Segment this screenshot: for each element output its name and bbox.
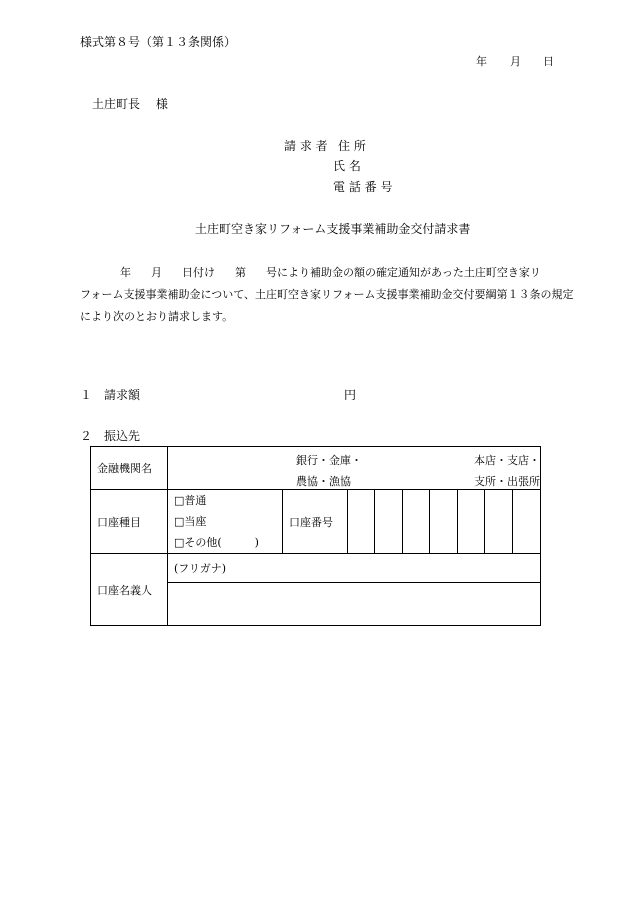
institution-field[interactable]: [168, 447, 541, 490]
body-dated: 日付け: [182, 266, 215, 279]
checkbox-other[interactable]: □その他( ): [174, 536, 259, 549]
account-type-label: 口座種目: [91, 490, 168, 554]
document-title: 土庄町空き家リフォーム支援事業補助金交付請求書: [195, 222, 471, 236]
date-day: 日: [543, 55, 554, 68]
body-line-1: [80, 262, 550, 284]
body-dai: 第: [235, 266, 246, 279]
claimant-phone-label: 電 話 番 号: [333, 180, 393, 194]
account-digit-4[interactable]: [430, 490, 458, 554]
body-line-3: により次のとおり請求します。: [80, 310, 234, 323]
body-month: 月: [151, 266, 162, 279]
account-holder-name-field[interactable]: [168, 583, 541, 626]
account-digit-5[interactable]: [458, 490, 485, 554]
bank-account-table: [90, 446, 541, 626]
claimant-name-label: 氏 名: [333, 159, 361, 173]
addressee: 土庄町長 様: [92, 97, 168, 111]
account-digit-7[interactable]: [513, 490, 541, 554]
branch-types-1: 本店・支店・: [474, 454, 540, 467]
claimant-address-label: 住 所: [338, 139, 366, 153]
account-holder-label: 口座名義人: [91, 554, 168, 626]
section-amount-label: １ 請求額: [80, 388, 141, 402]
claimant-label: 請 求 者: [284, 139, 328, 153]
form-number: 様式第８号（第１３条関係）: [80, 35, 237, 49]
bank-types-1: 銀行・金庫・: [296, 454, 362, 467]
body-paragraph: [80, 262, 574, 328]
furigana-field[interactable]: (フリガナ): [168, 554, 541, 583]
amount-unit: 円: [344, 388, 357, 402]
institution-row: [91, 447, 541, 490]
body-line-2: フォーム支援事業補助金について、土庄町空き家リフォーム支援事業補助金交付要綱第１３条の規定: [80, 288, 574, 301]
account-digit-2[interactable]: [375, 490, 403, 554]
date-month: 月: [510, 55, 521, 68]
account-digit-6[interactable]: [485, 490, 513, 554]
account-row: [91, 490, 541, 554]
institution-label: 金融機関名: [91, 447, 168, 490]
checkbox-current[interactable]: □当座: [174, 515, 207, 528]
date-year: 年: [476, 55, 487, 68]
body-year: 年: [120, 266, 131, 279]
bank-types-2: 農協・漁協: [296, 475, 351, 488]
body-line1-rest: 号により補助金の額の確定通知があった土庄町空き家リ: [266, 266, 541, 279]
account-digit-3[interactable]: [403, 490, 430, 554]
section-transfer-label: ２ 振込先: [80, 429, 141, 443]
checkbox-ordinary[interactable]: □普通: [174, 494, 207, 507]
branch-types-2: 支所・出張所: [474, 475, 540, 488]
holder-row-furigana: [91, 554, 541, 583]
account-number-label: 口座番号: [283, 490, 348, 554]
account-type-options: [168, 490, 283, 554]
account-digit-1[interactable]: [348, 490, 375, 554]
